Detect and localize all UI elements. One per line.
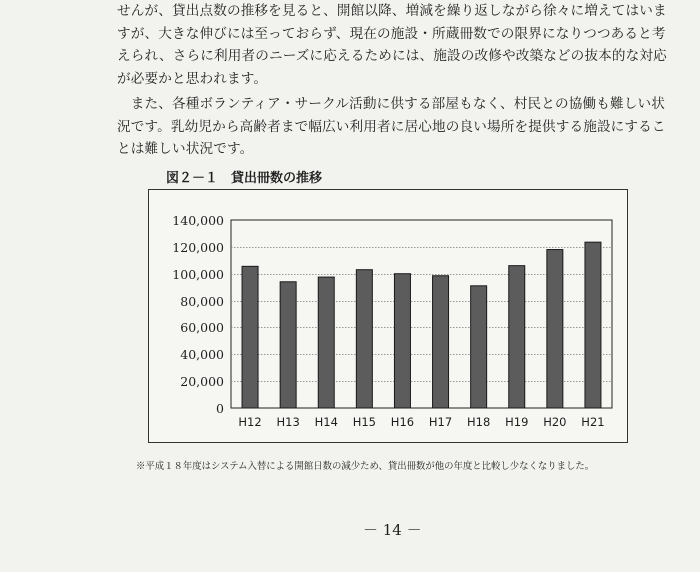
x-tick-label: H18 <box>467 415 491 429</box>
y-tick-label: 0 <box>216 401 224 416</box>
bar-H16 <box>394 274 410 408</box>
paragraph-lending-trend <box>117 0 695 90</box>
x-tick-label: H17 <box>428 415 453 429</box>
y-tick-label: 100,000 <box>172 267 224 282</box>
y-tick-label: 140,000 <box>172 213 224 228</box>
x-tick-label: H12 <box>238 415 262 429</box>
y-tick-label: 20,000 <box>180 374 224 389</box>
bar-H15 <box>356 270 372 408</box>
page-number: － 14 － <box>363 521 422 539</box>
lending-volume-bar-chart <box>149 190 627 442</box>
x-tick-label: H19 <box>505 415 529 429</box>
x-tick-label: H21 <box>581 415 605 429</box>
chart-frame <box>148 189 628 443</box>
paragraph-line: とは難しい状況です。 <box>117 141 254 157</box>
y-tick-label: 40,000 <box>180 347 224 362</box>
y-tick-label: 80,000 <box>180 294 224 309</box>
bar-H14 <box>318 277 334 408</box>
x-tick-label: H20 <box>543 415 567 429</box>
figure-title: 図２－１ 貸出冊数の推移 <box>166 171 323 186</box>
y-tick-label: 120,000 <box>172 240 224 255</box>
bar-H21 <box>585 242 601 408</box>
bar-H17 <box>433 276 449 408</box>
paragraph-line: せんが、貸出点数の推移を見ると、開館以降、増減を繰り返しながら徐々に増えてはいま <box>117 3 667 19</box>
paragraph-line: 況です。乳幼児から高齢者まで幅広い利用者に居心地の良い場所を提供する施設にするこ <box>117 118 666 135</box>
bar-H18 <box>471 286 487 408</box>
x-tick-label: H13 <box>276 415 300 429</box>
paragraph-line: が必要かと思われます。 <box>117 70 268 87</box>
footnote: ※平成１８年度はシステム入替による開館日数の減少ため、貸出冊数が他の年度と比較し少なくなりました。 <box>136 461 595 472</box>
paragraph-line: えられ、さらに利用者のニーズに応えるためには、施設の改修や改築などの抜本的な対応 <box>117 48 667 64</box>
x-tick-label: H16 <box>390 415 415 429</box>
x-tick-label: H15 <box>352 415 376 429</box>
paragraph-line: すが、大きな伸びには至っておらず、現在の施設・所蔵冊数での限界になりつつあると考 <box>117 25 666 42</box>
bar-H12 <box>242 266 258 408</box>
x-tick-label: H14 <box>314 415 338 429</box>
paragraph-facility-issues <box>117 93 695 161</box>
bar-H20 <box>547 250 563 408</box>
paragraph-line: また、各種ボランティア・サークル活動に供する部屋もなく、村民との協働も難しい状 <box>117 96 665 112</box>
bar-H19 <box>509 266 525 408</box>
y-tick-label: 60,000 <box>180 320 224 335</box>
bar-H13 <box>280 282 296 408</box>
